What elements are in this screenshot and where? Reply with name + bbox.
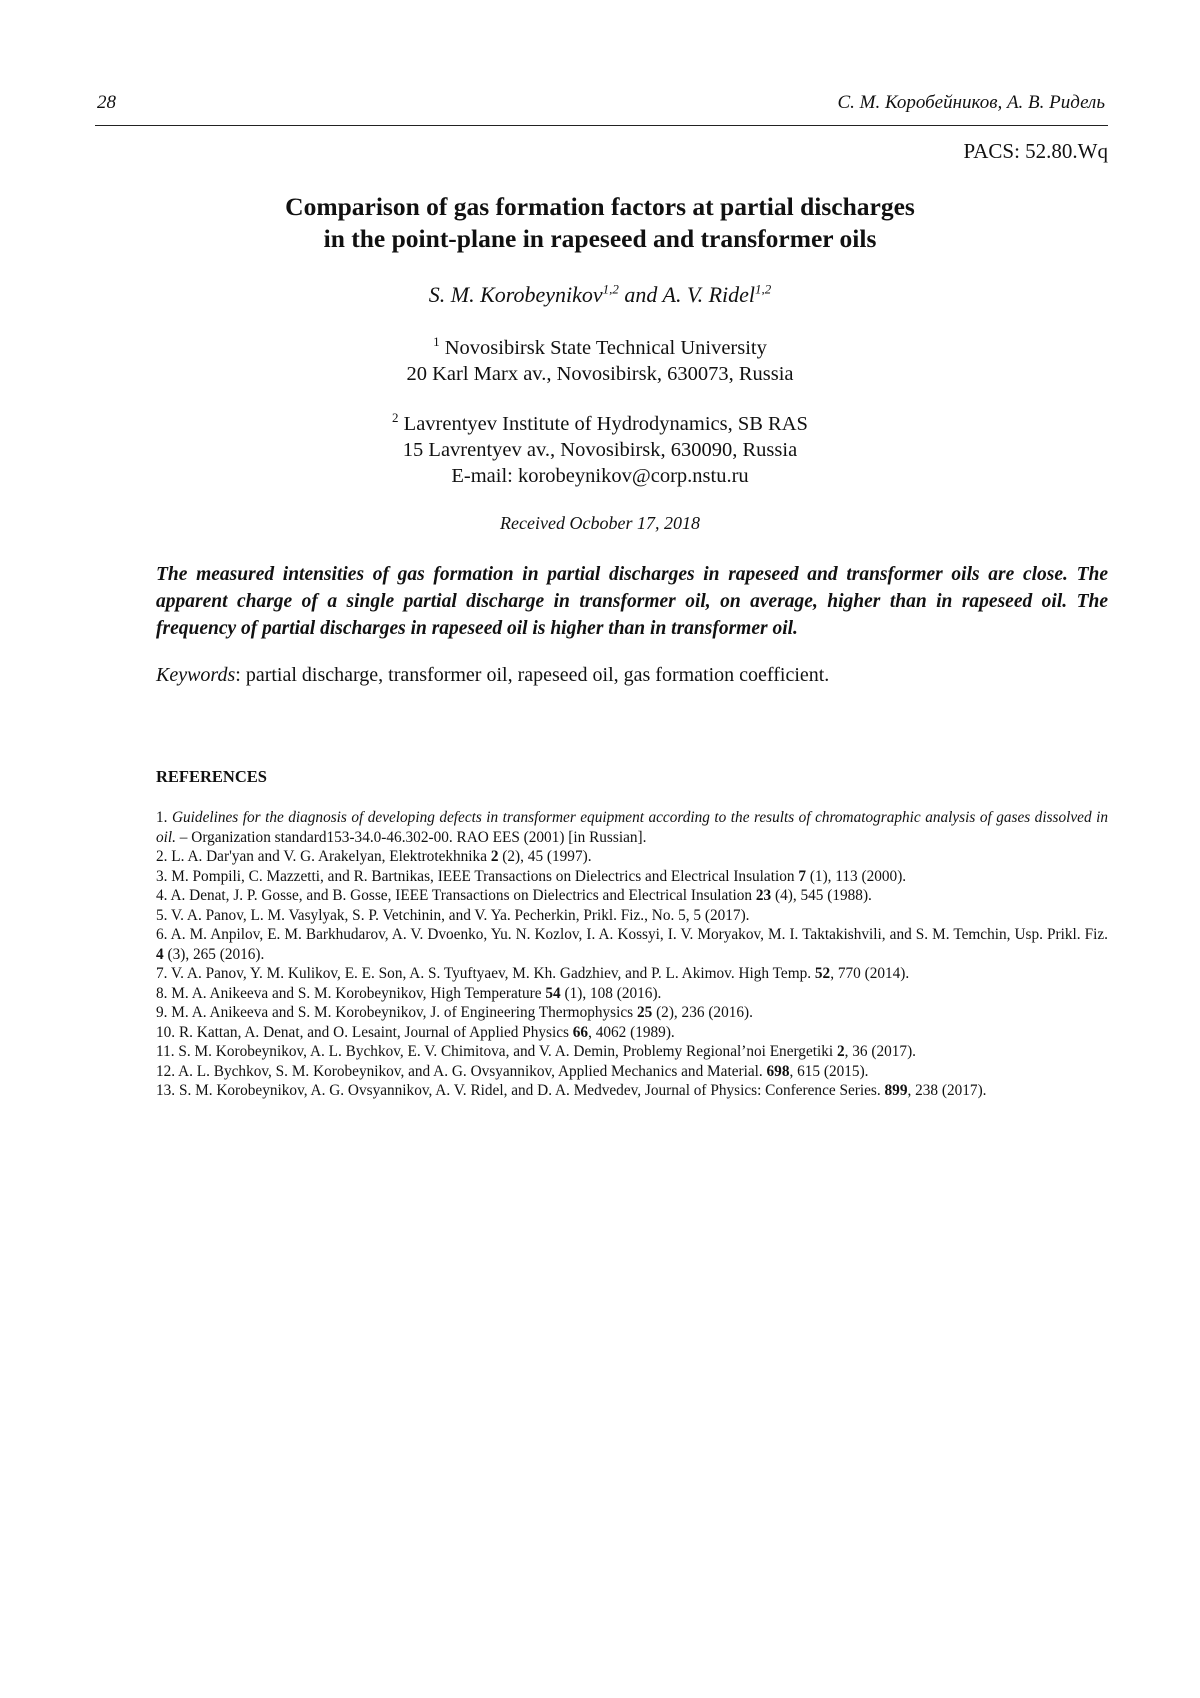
reference-text: 3. M. Pompili, C. Mazzetti, and R. Bartnikas, IEEE Transactions on Dielectrics and Electrical Insulation (156, 867, 799, 885)
reference-text: 13. S. M. Korobeynikov, A. G. Ovsyannikov, A. V. Ridel, and D. A. Medvedev, Journal of Physics: Conference Series. (156, 1082, 885, 1099)
pacs-code: PACS: 52.80.Wq (963, 139, 1108, 163)
authors-conjunction: and (618, 282, 663, 307)
reference-volume: 25 (636, 1004, 653, 1021)
running-head: С. М. Коробейников, А. В. Ридель (837, 92, 1105, 113)
affiliation-2-name: Lavrentyev Institute of Hydrodynamics, SB RAS (403, 413, 808, 435)
reference-item (156, 925, 1108, 964)
reference-text-tail: , 4062 (1989). (588, 1023, 675, 1041)
reference-item (156, 1042, 1108, 1062)
reference-item (156, 1081, 1108, 1101)
header-rule (95, 125, 1108, 126)
keywords (156, 664, 829, 687)
keywords-text: : partial discharge, transformer oil, rapeseed oil, gas formation coefficient. (235, 664, 830, 686)
references-heading: REFERENCES (156, 767, 267, 786)
reference-item (156, 1003, 1108, 1023)
contact-email: E-mail: korobeynikov@corp.nstu.ru (451, 465, 749, 487)
affiliation-2-mark: 2 (392, 410, 399, 426)
reference-volume: 2 (836, 1043, 845, 1060)
keywords-label: Keywords (156, 664, 236, 686)
reference-volume: 52 (814, 965, 831, 982)
reference-text: 10. R. Kattan, A. Denat, and O. Lesaint, Journal of Applied Physics (156, 1023, 573, 1041)
author-2: A. V. Ridel (662, 282, 755, 307)
reference-text-tail: (2), 236 (2016). (652, 1004, 753, 1021)
reference-text: 2. L. A. Dar'yan and V. G. Arakelyan, Elektrotekhnika (156, 848, 491, 865)
reference-text: 7. V. A. Panov, Y. M. Kulikov, E. E. Son, A. S. Tyuftyaev, M. Kh. Gadzhiev, and P. L. Akimov. High Temp. (156, 965, 815, 982)
author-1: S. M. Korobeynikov (428, 282, 603, 307)
reference-item (156, 808, 1108, 847)
reference-item (156, 886, 1108, 906)
title-line-1: Comparison of gas formation factors at partial discharges (285, 192, 915, 221)
reference-text-tail: (4), 545 (1988). (771, 887, 872, 904)
authors (0, 282, 1200, 308)
affiliation-2-address: 15 Lavrentyev av., Novosibirsk, 630090, Russia (402, 439, 798, 461)
reference-text-tail: (2), 45 (1997). (498, 848, 592, 865)
reference-item (156, 1062, 1108, 1082)
reference-item (156, 1023, 1108, 1043)
abstract: The measured intensities of gas formation in partial discharges in rapeseed and transformer oils are close. The apparent charge of a single partial discharge in transformer oil, on average, higher than in rapeseed oil. The frequency of partial discharges in rapeseed oil is higher than in transformer oil. (156, 564, 1108, 639)
reference-volume: 4 (156, 945, 164, 963)
reference-item (156, 867, 1108, 887)
reference-volume: 2 (490, 848, 499, 865)
reference-text: 1. (156, 809, 172, 826)
author-1-affiliation-mark: 1,2 (602, 281, 619, 297)
affiliation-1-address: 20 Karl Marx av., Novosibirsk, 630073, Russia (406, 363, 794, 385)
page-number: 28 (97, 92, 116, 113)
affiliation-2 (0, 411, 1200, 489)
title-line-2: in the point-plane in rapeseed and transformer oils (323, 224, 877, 253)
reference-text-tail: , 615 (2015). (789, 1062, 869, 1080)
reference-text: 9. M. A. Anikeeva and S. M. Korobeynikov, J. of Engineering Thermophysics (156, 1004, 637, 1021)
reference-item (156, 906, 1108, 926)
reference-volume: 899 (884, 1082, 908, 1099)
reference-volume: 23 (755, 887, 772, 904)
reference-volume: 66 (572, 1023, 589, 1041)
references-list (156, 808, 1108, 1101)
reference-text-tail: , 238 (2017). (907, 1082, 987, 1099)
affiliation-1-name: Novosibirsk State Technical University (444, 337, 767, 359)
reference-text: 4. A. Denat, J. P. Gosse, and B. Gosse, IEEE Transactions on Dielectrics and Electrical Insulation (156, 887, 756, 904)
reference-text-tail: , 770 (2014). (830, 965, 910, 982)
reference-text: 12. A. L. Bychkov, S. M. Korobeynikov, and A. G. Ovsyannikov, Applied Mechanics and Material. (156, 1062, 767, 1080)
author-2-affiliation-mark: 1,2 (755, 281, 772, 297)
reference-volume: 7 (798, 867, 806, 885)
reference-text: 11. S. M. Korobeynikov, A. L. Bychkov, E. V. Chimitova, and V. A. Demin, Problemy Regional’noi Energetiki (156, 1043, 837, 1060)
reference-text: 6. A. M. Anpilov, E. M. Barkhudarov, A. V. Dvoenko, Yu. N. Kozlov, I. A. Kossyi, I. V. Moryakov, M. I. Taktakishvili, and S. M. Temchin, Usp. Prikl. Fiz. (156, 926, 1108, 943)
received-date: Received Ocbober 17, 2018 (500, 513, 700, 533)
reference-text-tail: (1), 108 (2016). (560, 984, 662, 1002)
reference-text-tail: (1), 113 (2000). (806, 867, 907, 885)
reference-italic-title: Guidelines for the diagnosis of developing defects in transformer equipment according to the results of chromatographic analysis of gases dissolved in oil. (156, 809, 1109, 846)
reference-text-tail: (3), 265 (2016). (163, 945, 265, 963)
reference-volume: 54 (545, 984, 561, 1002)
paper-title (0, 191, 1200, 255)
reference-text-tail: , 36 (2017). (844, 1043, 917, 1060)
reference-text-tail: – Organization standard153-34.0-46.302-00. RAO EES (2001) [in Russian]. (175, 828, 647, 846)
reference-text: 8. M. A. Anikeeva and S. M. Korobeynikov, High Temperature (156, 984, 546, 1002)
reference-item (156, 964, 1108, 984)
reference-item (156, 984, 1108, 1004)
affiliation-1 (0, 335, 1200, 387)
reference-text: 5. V. A. Panov, L. M. Vasylyak, S. P. Vetchinin, and V. Ya. Pecherkin, Prikl. Fiz., No. 5, 5 (2017). (156, 906, 750, 924)
reference-volume: 698 (766, 1062, 790, 1080)
reference-item (156, 847, 1108, 867)
affiliation-1-mark: 1 (433, 334, 440, 350)
